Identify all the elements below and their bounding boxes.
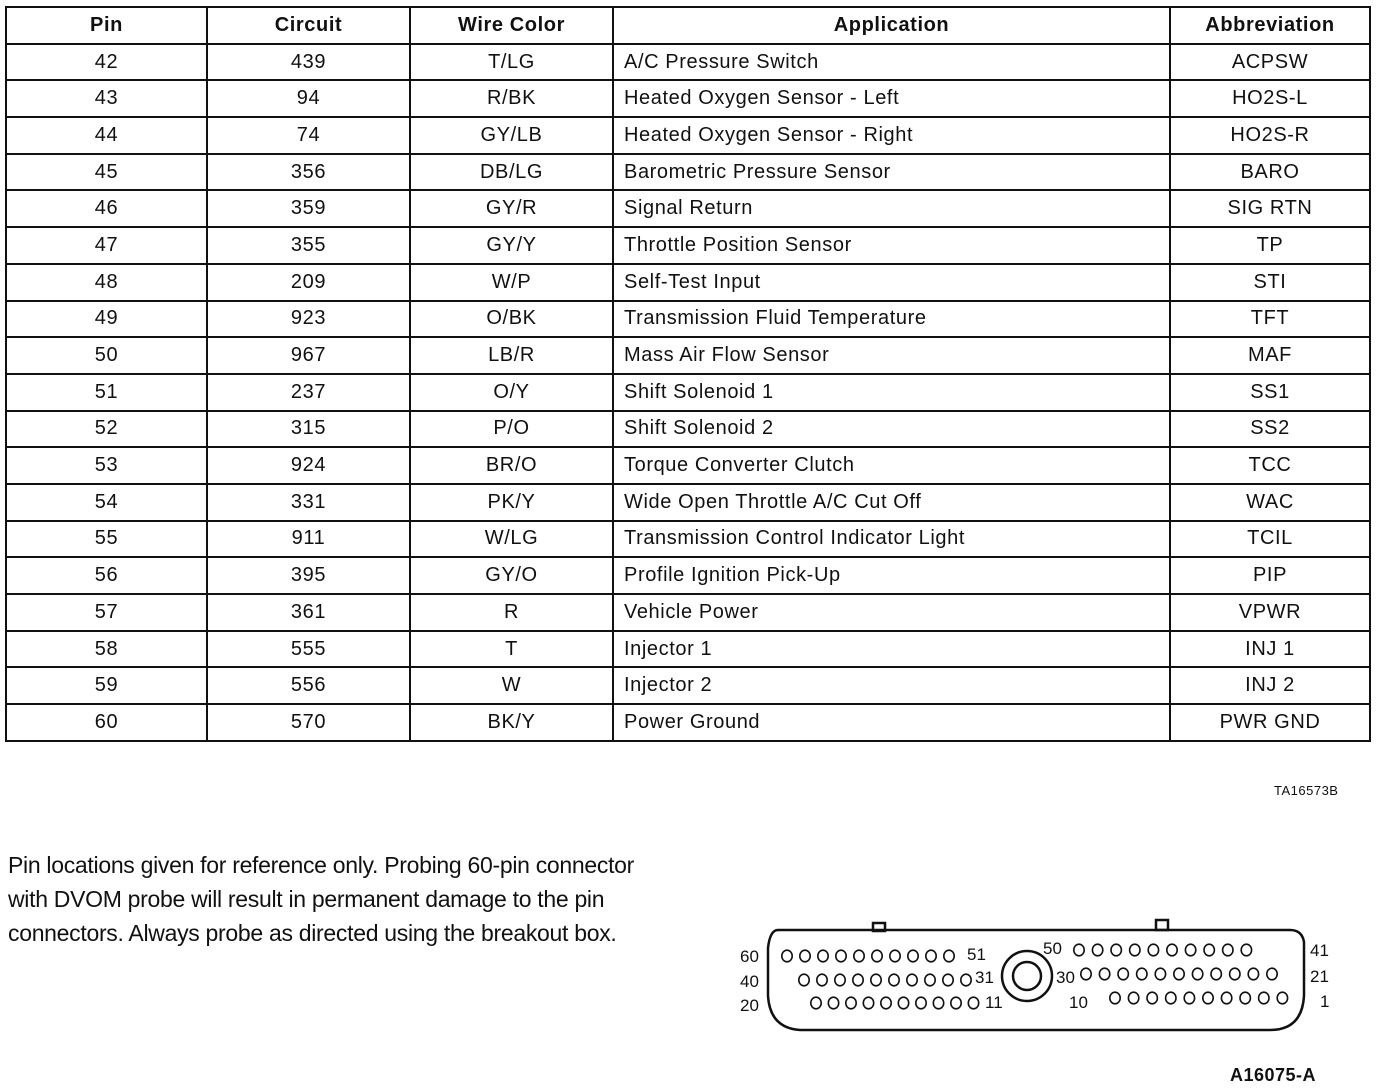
pin-hole: [925, 974, 935, 986]
figure-reference-code: A16075-A: [1230, 1065, 1317, 1085]
cell-circuit: 94: [207, 80, 410, 117]
connector-diagram: [730, 912, 1370, 1042]
cell-wire-color: T: [410, 631, 613, 668]
cell-pin: 49: [6, 301, 207, 338]
cell-abbreviation: HO2S-L: [1170, 80, 1370, 117]
pin-label-30: 30: [1056, 968, 1075, 987]
cell-application: Torque Converter Clutch: [613, 447, 1170, 484]
pin-label-11: 11: [985, 993, 1003, 1012]
pin-hole: [1110, 992, 1120, 1004]
cell-circuit: 911: [207, 521, 410, 558]
pin-hole: [1137, 968, 1147, 980]
cell-wire-color: R/BK: [410, 80, 613, 117]
pin-label-10: 10: [1069, 993, 1088, 1012]
table-row: [6, 557, 1370, 594]
cell-wire-color: GY/Y: [410, 227, 613, 264]
cell-wire-color: BR/O: [410, 447, 613, 484]
cell-application: Power Ground: [613, 704, 1170, 741]
table-row: [6, 631, 1370, 668]
pin-hole: [908, 950, 918, 962]
cell-wire-color: DB/LG: [410, 154, 613, 191]
table-row: [6, 411, 1370, 448]
cell-wire-color: BK/Y: [410, 704, 613, 741]
table-row: [6, 374, 1370, 411]
table-row: [6, 337, 1370, 374]
pin-hole: [961, 974, 971, 986]
cell-wire-color: GY/O: [410, 557, 613, 594]
cell-application: Injector 2: [613, 667, 1170, 704]
pin-hole: [1092, 944, 1102, 956]
cell-application: Profile Ignition Pick-Up: [613, 557, 1170, 594]
cell-circuit: 395: [207, 557, 410, 594]
pin-hole: [898, 997, 908, 1009]
cell-pin: 54: [6, 484, 207, 521]
cell-pin: 57: [6, 594, 207, 631]
pin-hole: [872, 950, 882, 962]
cell-circuit: 331: [207, 484, 410, 521]
pin-label-21: 21: [1310, 967, 1329, 986]
cell-application: Heated Oxygen Sensor - Left: [613, 80, 1170, 117]
pin-hole: [890, 950, 900, 962]
cell-abbreviation: INJ 2: [1170, 667, 1370, 704]
pin-label-40: 40: [740, 972, 759, 991]
pin-hole: [1128, 992, 1138, 1004]
pin-hole: [943, 974, 953, 986]
cell-application: Transmission Fluid Temperature: [613, 301, 1170, 338]
cell-application: Vehicle Power: [613, 594, 1170, 631]
pin-hole: [1267, 968, 1277, 980]
cell-wire-color: GY/LB: [410, 117, 613, 154]
pin-hole: [871, 974, 881, 986]
pin-hole: [968, 997, 978, 1009]
cell-abbreviation: SIG RTN: [1170, 190, 1370, 227]
cell-pin: 50: [6, 337, 207, 374]
cell-circuit: 209: [207, 264, 410, 301]
table-row: [6, 594, 1370, 631]
cell-wire-color: O/Y: [410, 374, 613, 411]
cell-pin: 55: [6, 521, 207, 558]
cell-application: Shift Solenoid 2: [613, 411, 1170, 448]
cell-application: Mass Air Flow Sensor: [613, 337, 1170, 374]
cell-circuit: 359: [207, 190, 410, 227]
table-header-row: [6, 7, 1370, 44]
probing-note: Pin locations given for reference only. Probing 60-pin connector with DVOM probe will result in permanent damage to the pin connectors. Always probe as directed using the breakout box.: [8, 852, 635, 946]
pin-hole: [853, 974, 863, 986]
pin-label-60: 60: [740, 947, 759, 966]
table-row: [6, 704, 1370, 741]
pin-label-51: 51: [967, 945, 986, 964]
cell-circuit: 570: [207, 704, 410, 741]
cell-wire-color: LB/R: [410, 337, 613, 374]
pin-hole: [836, 950, 846, 962]
header-wire-color: Wire Color: [410, 7, 613, 44]
cell-pin: 53: [6, 447, 207, 484]
header-abbreviation: Abbreviation: [1170, 7, 1370, 44]
connector-body: [768, 920, 1304, 1030]
cell-wire-color: W/P: [410, 264, 613, 301]
pin-label-1: 1: [1320, 992, 1330, 1011]
pin-hole: [1166, 992, 1176, 1004]
pin-hole: [835, 974, 845, 986]
cell-pin: 58: [6, 631, 207, 668]
cell-circuit: 355: [207, 227, 410, 264]
pin-hole: [1111, 944, 1121, 956]
pin-hole: [1240, 992, 1250, 1004]
pin-hole: [1230, 968, 1240, 980]
pin-hole: [1155, 968, 1165, 980]
cell-abbreviation: ACPSW: [1170, 44, 1370, 81]
cell-circuit: 237: [207, 374, 410, 411]
pin-hole: [1211, 968, 1221, 980]
pin-hole: [951, 997, 961, 1009]
cell-wire-color: W: [410, 667, 613, 704]
cell-abbreviation: VPWR: [1170, 594, 1370, 631]
cell-abbreviation: INJ 1: [1170, 631, 1370, 668]
cell-abbreviation: PWR GND: [1170, 704, 1370, 741]
pin-hole: [799, 974, 809, 986]
cell-circuit: 967: [207, 337, 410, 374]
pin-hole: [863, 997, 873, 1009]
table-row: [6, 190, 1370, 227]
pin-hole: [1130, 944, 1140, 956]
cell-pin: 51: [6, 374, 207, 411]
pin-hole: [828, 997, 838, 1009]
pin-label-41: 41: [1310, 941, 1329, 960]
cell-pin: 47: [6, 227, 207, 264]
cell-abbreviation: SS1: [1170, 374, 1370, 411]
pin-hole: [782, 950, 792, 962]
cell-pin: 45: [6, 154, 207, 191]
pin-hole: [881, 997, 891, 1009]
pin-label-50: 50: [1043, 939, 1062, 958]
cell-circuit: 315: [207, 411, 410, 448]
header-application: Application: [613, 7, 1170, 44]
cell-circuit: 439: [207, 44, 410, 81]
header-pin: Pin: [6, 7, 207, 44]
pin-hole: [846, 997, 856, 1009]
table-row: [6, 117, 1370, 154]
table-row: [6, 301, 1370, 338]
table-reference-code: TA16573B: [1274, 783, 1339, 798]
cell-abbreviation: TCIL: [1170, 521, 1370, 558]
table-row: [6, 154, 1370, 191]
cell-wire-color: PK/Y: [410, 484, 613, 521]
cell-abbreviation: SS2: [1170, 411, 1370, 448]
cell-circuit: 555: [207, 631, 410, 668]
pin-hole: [1118, 968, 1128, 980]
cell-abbreviation: TCC: [1170, 447, 1370, 484]
pin-hole: [1192, 968, 1202, 980]
cell-application: Self-Test Input: [613, 264, 1170, 301]
cell-abbreviation: HO2S-R: [1170, 117, 1370, 154]
pin-hole: [1184, 992, 1194, 1004]
pin-table: [5, 6, 1371, 742]
cell-pin: 60: [6, 704, 207, 741]
cell-pin: 43: [6, 80, 207, 117]
table-row: [6, 521, 1370, 558]
cell-application: Transmission Control Indicator Light: [613, 521, 1170, 558]
pin-hole: [818, 950, 828, 962]
table-row: [6, 264, 1370, 301]
cell-circuit: 74: [207, 117, 410, 154]
cell-pin: 46: [6, 190, 207, 227]
cell-wire-color: W/LG: [410, 521, 613, 558]
pin-hole: [1277, 992, 1287, 1004]
cell-application: Wide Open Throttle A/C Cut Off: [613, 484, 1170, 521]
pin-hole: [916, 997, 926, 1009]
cell-application: Barometric Pressure Sensor: [613, 154, 1170, 191]
pin-hole: [889, 974, 899, 986]
pin-hole: [1241, 944, 1251, 956]
pin-hole: [944, 950, 954, 962]
pin-hole: [1248, 968, 1258, 980]
cell-abbreviation: TP: [1170, 227, 1370, 264]
pin-hole: [1221, 992, 1231, 1004]
header-circuit: Circuit: [207, 7, 410, 44]
table-row: [6, 227, 1370, 264]
pin-label-20: 20: [740, 996, 759, 1015]
cell-wire-color: GY/R: [410, 190, 613, 227]
cell-abbreviation: TFT: [1170, 301, 1370, 338]
cell-wire-color: O/BK: [410, 301, 613, 338]
cell-application: Shift Solenoid 1: [613, 374, 1170, 411]
pin-hole: [1259, 992, 1269, 1004]
pin-hole: [1204, 944, 1214, 956]
table-row: [6, 44, 1370, 81]
cell-abbreviation: BARO: [1170, 154, 1370, 191]
cell-pin: 44: [6, 117, 207, 154]
pin-hole: [933, 997, 943, 1009]
pin-hole: [1147, 992, 1157, 1004]
pin-hole: [1223, 944, 1233, 956]
cell-application: Injector 1: [613, 631, 1170, 668]
cell-circuit: 924: [207, 447, 410, 484]
table-row: [6, 484, 1370, 521]
pin-hole: [1081, 968, 1091, 980]
cell-abbreviation: PIP: [1170, 557, 1370, 594]
cell-circuit: 356: [207, 154, 410, 191]
cell-wire-color: P/O: [410, 411, 613, 448]
cell-abbreviation: WAC: [1170, 484, 1370, 521]
pin-label-31: 31: [975, 968, 994, 987]
pin-hole: [1074, 944, 1084, 956]
cell-pin: 56: [6, 557, 207, 594]
cell-circuit: 361: [207, 594, 410, 631]
pin-hole: [926, 950, 936, 962]
pin-hole: [817, 974, 827, 986]
pin-hole: [1148, 944, 1158, 956]
cell-pin: 48: [6, 264, 207, 301]
cell-abbreviation: MAF: [1170, 337, 1370, 374]
table-body: [6, 44, 1370, 741]
cell-application: A/C Pressure Switch: [613, 44, 1170, 81]
cell-wire-color: T/LG: [410, 44, 613, 81]
cell-pin: 52: [6, 411, 207, 448]
pin-hole: [800, 950, 810, 962]
pin-hole: [1203, 992, 1213, 1004]
cell-application: Signal Return: [613, 190, 1170, 227]
cell-application: Throttle Position Sensor: [613, 227, 1170, 264]
cell-circuit: 923: [207, 301, 410, 338]
pin-hole: [1185, 944, 1195, 956]
pin-hole: [907, 974, 917, 986]
cell-wire-color: R: [410, 594, 613, 631]
pin-hole: [811, 997, 821, 1009]
cell-abbreviation: STI: [1170, 264, 1370, 301]
pin-hole: [854, 950, 864, 962]
table-row: [6, 667, 1370, 704]
cell-pin: 42: [6, 44, 207, 81]
pin-hole: [1174, 968, 1184, 980]
table-row: [6, 447, 1370, 484]
cell-circuit: 556: [207, 667, 410, 704]
cell-application: Heated Oxygen Sensor - Right: [613, 117, 1170, 154]
cell-pin: 59: [6, 667, 207, 704]
pin-hole: [1099, 968, 1109, 980]
pin-hole: [1167, 944, 1177, 956]
table-row: [6, 80, 1370, 117]
